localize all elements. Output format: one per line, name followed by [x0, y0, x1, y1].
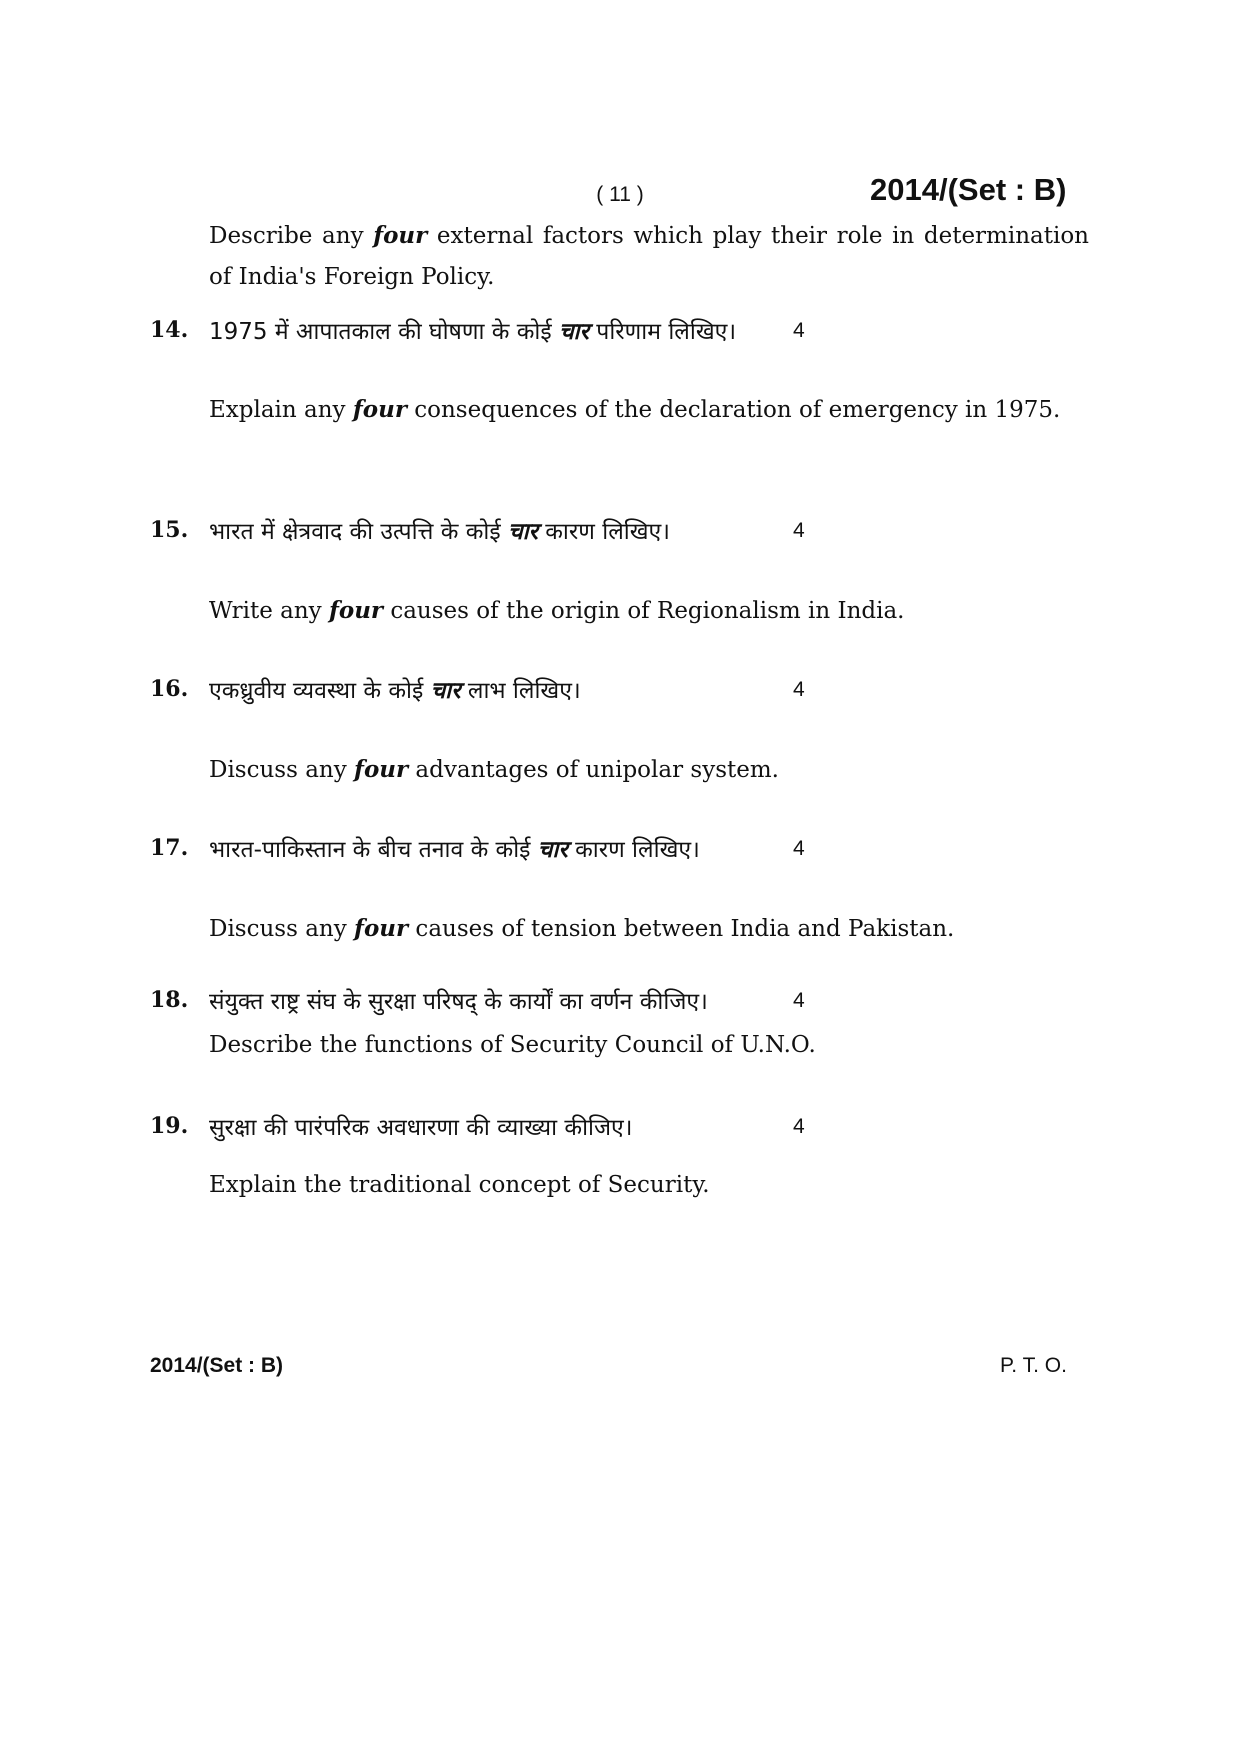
paper-code-header: 2014/(Set : B) [870, 172, 1067, 207]
question-marks: 4 [793, 989, 805, 1012]
question-english-text: Explain any four consequences of the declaration of emergency in 1975. [209, 396, 1061, 423]
intro-question-text: Describe any four external factors which play their role in determination of India's Foreign Policy. [209, 222, 1089, 290]
question-marks: 4 [793, 319, 805, 342]
question-hindi-text: भारत में क्षेत्रवाद की उत्पत्ति के कोई चार कारण लिखिए। [209, 519, 670, 545]
question-english-text: Explain the traditional concept of Security. [209, 1172, 710, 1198]
question-marks: 4 [793, 678, 805, 701]
question-number: 19. [150, 1113, 189, 1139]
question-english-text: Discuss any four advantages of unipolar system. [209, 756, 779, 783]
question-hindi-text: 1975 में आपातकाल की घोषणा के कोई चार परिणाम लिखिए। [209, 319, 737, 345]
paper-code-footer: 2014/(Set : B) [150, 1354, 284, 1377]
please-turn-over: P. T. O. [1000, 1354, 1067, 1377]
question-hindi-text: संयुक्त राष्ट्र संघ के सुरक्षा परिषद् के कार्यों का वर्णन कीजिए। [209, 989, 708, 1015]
question-hindi-text: सुरक्षा की पारंपरिक अवधारणा की व्याख्या कीजिए। [209, 1115, 633, 1141]
page-number: ( 11 ) [596, 183, 644, 206]
question-hindi-text: एकध्रुवीय व्यवस्था के कोई चार लाभ लिखिए। [209, 678, 581, 704]
question-english-text: Write any four causes of the origin of Regionalism in India. [209, 597, 905, 624]
question-number: 15. [150, 517, 189, 543]
question-number: 16. [150, 676, 189, 702]
question-number: 18. [150, 987, 189, 1013]
question-hindi-text: भारत-पाकिस्तान के बीच तनाव के कोई चार कारण लिखिए। [209, 837, 700, 863]
question-marks: 4 [793, 519, 805, 542]
question-number: 17. [150, 835, 189, 861]
question-marks: 4 [793, 1115, 805, 1138]
question-english-text: Describe the functions of Security Council of U.N.O. [209, 1032, 816, 1058]
question-number: 14. [150, 317, 189, 343]
question-english-text: Discuss any four causes of tension between India and Pakistan. [209, 915, 955, 942]
question-marks: 4 [793, 837, 805, 860]
